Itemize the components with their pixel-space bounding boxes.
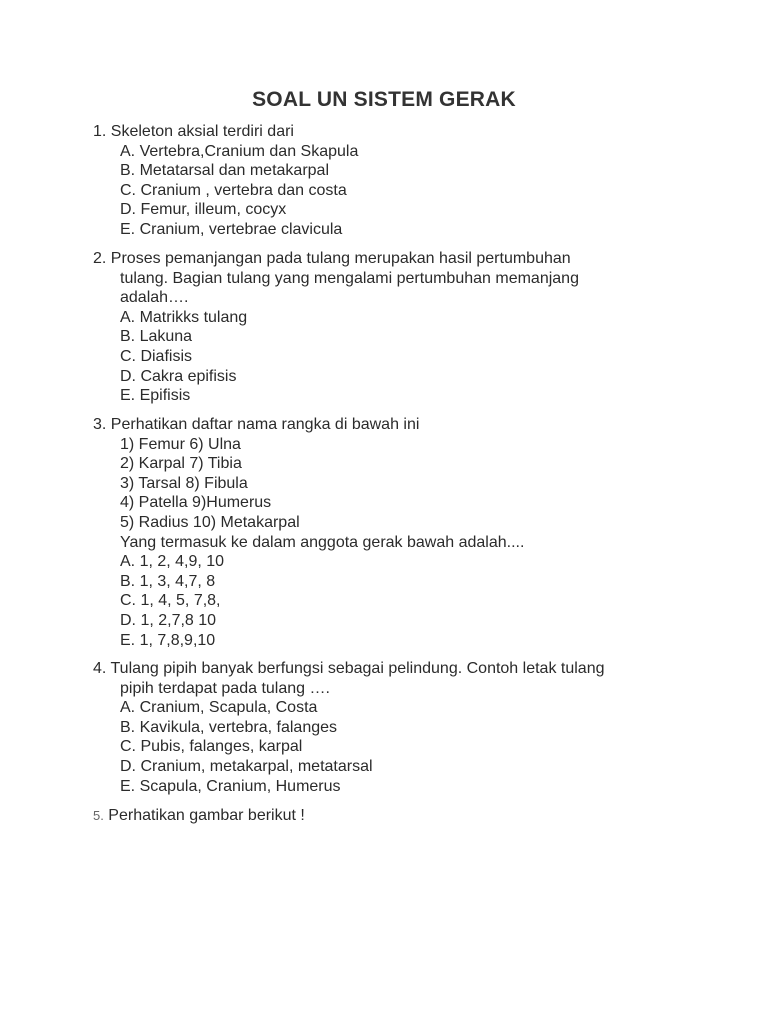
question-3: [93, 415, 693, 650]
question-2-option-e: E. Epifisis: [120, 387, 191, 405]
question-5-text-line: [93, 806, 693, 826]
question-3-list-item-3: 3) Tarsal 8) Fibula: [120, 474, 248, 492]
question-2-option-d: D. Cakra epifisis: [120, 367, 237, 385]
question-5: [93, 806, 693, 826]
question-3-list-item-4: 4) Patella 9)Humerus: [120, 494, 272, 512]
question-4-option-d: D. Cranium, metakarpal, metatarsal: [120, 757, 373, 775]
question-1-option-c: C. Cranium , vertebra dan costa: [120, 181, 347, 199]
question-2-text-line-3: adalah….: [120, 289, 189, 307]
question-4-option-c: C. Pubis, falanges, karpal: [120, 738, 303, 756]
question-1-text: 1. Skeleton aksial terdiri dari: [93, 123, 294, 140]
question-4-text-line-2: pipih terdapat pada tulang ….: [120, 679, 330, 697]
question-1-option-a: A. Vertebra,Cranium dan Skapula: [120, 142, 359, 160]
question-3-option-d: D. 1, 2,7,8 10: [120, 611, 217, 629]
question-2-option-a: A. Matrikks tulang: [120, 308, 248, 326]
question-3-list-item-5: 5) Radius 10) Metakarpal: [120, 513, 300, 531]
page-title: SOAL UN SISTEM GERAK: [252, 88, 516, 111]
question-4: [93, 659, 693, 796]
question-1-option-b: B. Metatarsal dan metakarpal: [120, 162, 329, 180]
question-2-text-line-1: 2. Proses pemanjangan pada tulang merupakan hasil pertumbuhan: [93, 250, 571, 267]
question-2-text-line-2: tulang. Bagian tulang yang mengalami pertumbuhan memanjang: [120, 269, 579, 287]
question-5-text: Perhatikan gambar berikut !: [108, 807, 305, 824]
question-3-prompt: Yang termasuk ke dalam anggota gerak bawah adalah....: [120, 533, 525, 551]
question-3-option-a: A. 1, 2, 4,9, 10: [120, 553, 225, 571]
question-3-option-c: C. 1, 4, 5, 7,8,: [120, 592, 221, 610]
question-1-option-e: E. Cranium, vertebrae clavicula: [120, 220, 343, 238]
question-4-option-b: B. Kavikula, vertebra, falanges: [120, 718, 338, 736]
question-4-text-line-1: 4. Tulang pipih banyak berfungsi sebagai pelindung. Contoh letak tulang: [93, 660, 605, 677]
question-4-option-a: A. Cranium, Scapula, Costa: [120, 699, 318, 717]
question-1: [93, 122, 693, 240]
question-3-option-e: E. 1, 7,8,9,10: [120, 631, 216, 649]
question-2: [93, 249, 693, 406]
question-4-option-e: E. Scapula, Cranium, Humerus: [120, 777, 341, 795]
question-3-text: 3. Perhatikan daftar nama rangka di bawah ini: [93, 416, 420, 433]
question-1-option-d: D. Femur, illeum, cocyx: [120, 201, 287, 219]
question-5-number: 5.: [93, 808, 104, 823]
question-2-option-c: C. Diafisis: [120, 347, 193, 365]
question-3-list-item-1: 1) Femur 6) Ulna: [120, 435, 241, 453]
question-3-list-item-2: 2) Karpal 7) Tibia: [120, 455, 242, 473]
question-3-option-b: B. 1, 3, 4,7, 8: [120, 572, 216, 590]
question-2-option-b: B. Lakuna: [120, 328, 193, 346]
